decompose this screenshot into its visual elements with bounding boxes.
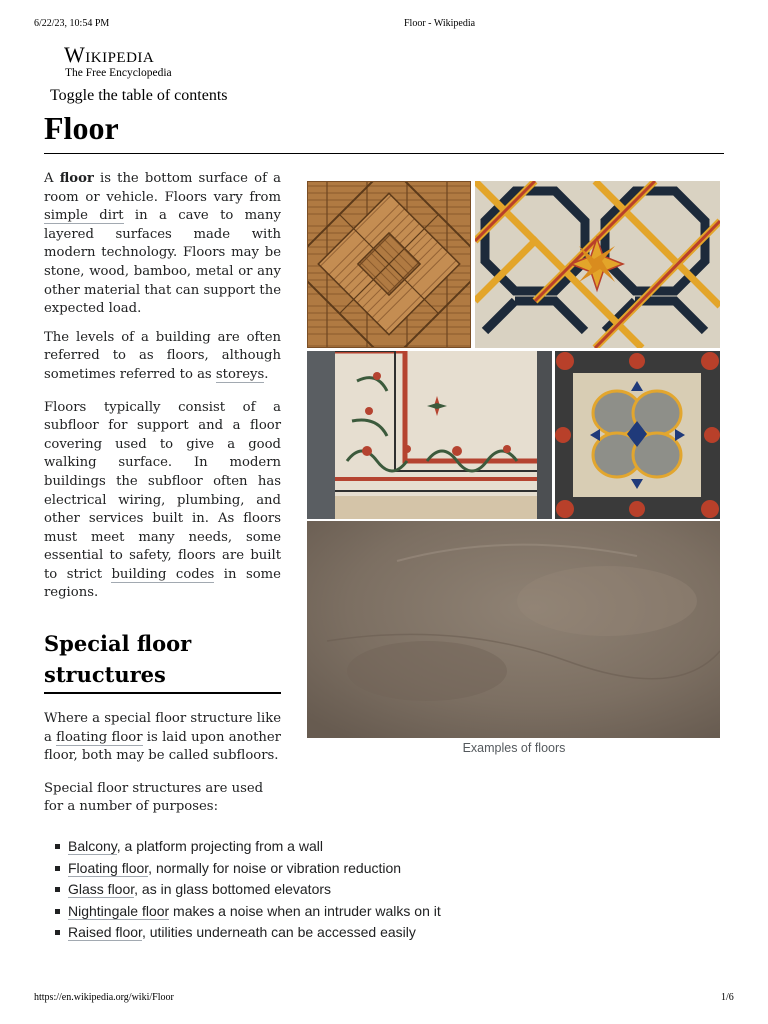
print-page-number: 1/6 (721, 992, 734, 1003)
concrete-floor-image[interactable] (307, 521, 720, 738)
link-nightingale-floor[interactable]: Nightingale floor (68, 902, 170, 919)
bold-term: floor (59, 171, 94, 186)
page-title: Floor (44, 110, 119, 146)
intro-paragraph-3: Floors typically consist of a subfloor for support and a floor covering used to give a good walking surface. In modern buildings the subfloor often has electrical wiring, plumbing, and other services built in. As floors must meet many needs, some essential to safety, floors are built to strict building codes in some regions. (44, 399, 281, 601)
bullet-icon (55, 844, 60, 849)
list-item: Floating floor, normally for noise or vibration reduction (52, 858, 441, 880)
link-simple-dirt[interactable]: simple dirt (44, 208, 124, 224)
section-paragraph-2: Special floor structures are used for a number of purposes: (44, 780, 264, 815)
link-floating-floor-list[interactable]: Floating floor (68, 859, 149, 876)
intro-text (44, 170, 281, 603)
link-storeys[interactable]: storeys (215, 366, 265, 382)
link-floating-floor[interactable]: floating floor (56, 729, 143, 745)
parquet-floor-image[interactable] (307, 181, 471, 348)
intro-paragraph-2: The levels of a building are often referred to as floors, although sometimes referred to as storeys. (44, 329, 281, 382)
encaustic-tile-floor-image[interactable] (555, 351, 720, 519)
gallery-caption: Examples of floors (462, 741, 566, 755)
floor-gallery (307, 181, 720, 738)
wordmark-text: Wikipedia (64, 42, 155, 67)
link-balcony[interactable]: Balcony (68, 838, 117, 854)
wikipedia-tagline: The Free Encyclopedia (65, 67, 172, 79)
list-item: Nightingale floor makes a noise when an intruder walks on it (52, 901, 441, 923)
bullet-icon (55, 866, 60, 871)
special-floor-list (52, 836, 441, 944)
wikipedia-wordmark[interactable] (64, 42, 154, 68)
mosaic-floor-image[interactable] (307, 351, 552, 519)
link-building-codes[interactable]: building codes (111, 566, 215, 582)
intro-paragraph-1: A floor is the bottom surface of a room or vehicle. Floors vary from simple dirt in a cave to many layered surfaces made with modern technology. Floors may be stone, wood, bamboo, metal or any other material that can support the expected load. (44, 171, 281, 317)
link-glass-floor[interactable]: Glass floor (68, 881, 135, 898)
section-paragraph-1: Where a special floor structure like a floating floor is laid upon another floor, both may be called subfloors. (44, 711, 281, 764)
bullet-icon (55, 909, 60, 914)
geometric-tile-floor-image[interactable] (475, 181, 720, 348)
list-item: Raised floor, utilities underneath can be accessed easily (52, 922, 441, 944)
list-item: Glass floor, as in glass bottomed elevators (52, 879, 441, 901)
bullet-icon (55, 930, 60, 935)
print-page-title: Floor - Wikipedia (404, 18, 476, 29)
print-url: https://en.wikipedia.org/wiki/Floor (34, 992, 174, 1003)
list-item: Balcony, a platform projecting from a wall (52, 836, 441, 858)
section-heading: Special floor structures (44, 631, 192, 687)
print-datetime: 6/22/23, 10:54 PM (34, 18, 110, 29)
link-raised-floor[interactable]: Raised floor (68, 924, 142, 941)
section-divider (44, 692, 281, 694)
bullet-icon (55, 887, 60, 892)
title-divider (44, 153, 724, 154)
section-text (44, 710, 281, 817)
toc-toggle[interactable]: Toggle the table of contents (50, 87, 228, 104)
